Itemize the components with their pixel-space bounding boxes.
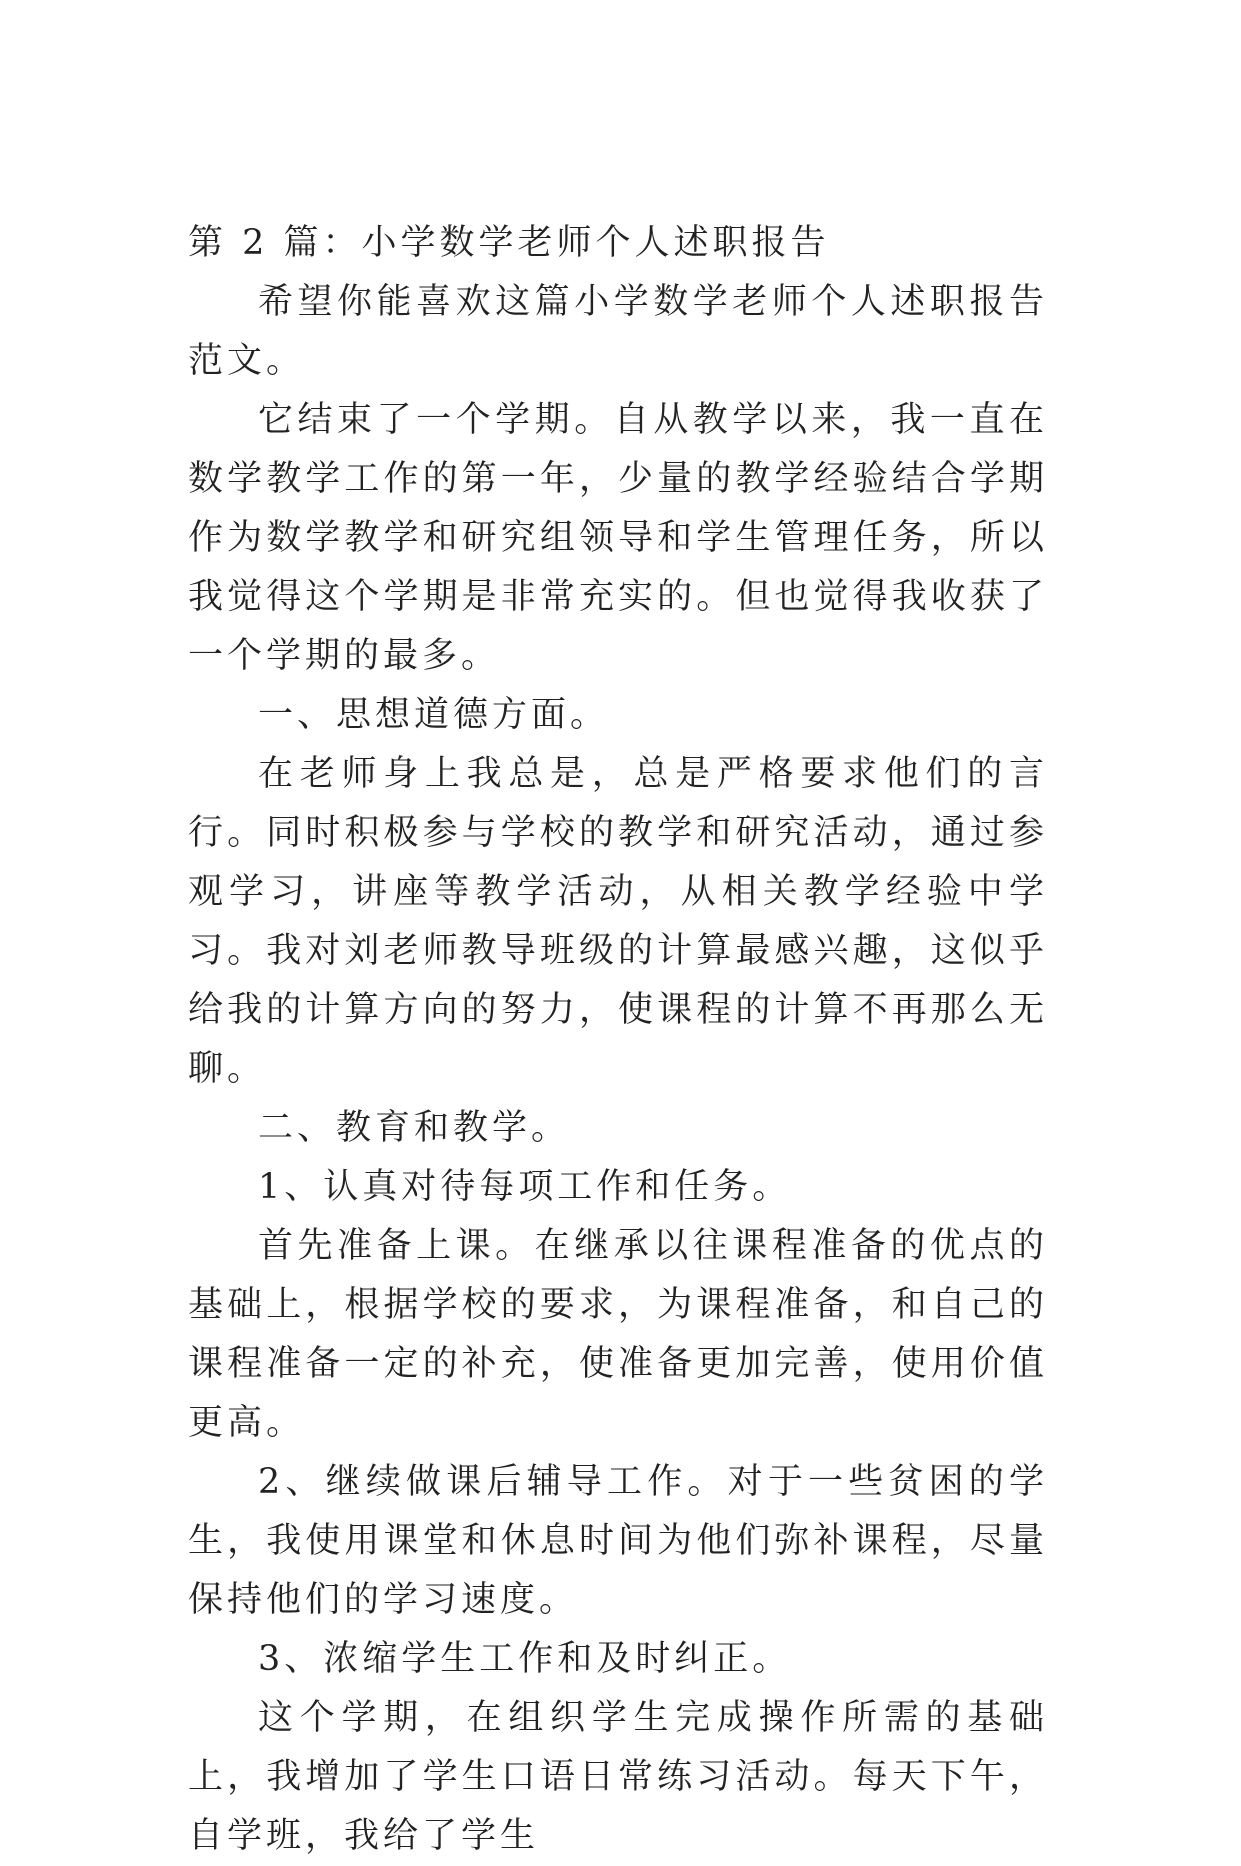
document-body: [188, 214, 1048, 1866]
paragraph: 在老师身上我总是，总是严格要求他们的言行。同时积极参与学校的教学和研究活动，通过参观学习，讲座等教学活动，从相关教学经验中学习。我对刘老师教导班级的计算最感兴趣，这似乎给我的计算方向的努力，使课程的计算不再那么无聊。: [188, 754, 1048, 1089]
section-heading: 二、教育和教学。: [258, 1108, 571, 1148]
paragraph: 2、继续做课后辅导工作。对于一些贫困的学生，我使用课堂和休息时间为他们弥补课程，尽量保持他们的学习速度。: [188, 1462, 1048, 1620]
paragraph: 首先准备上课。在继承以往课程准备的优点的基础上，根据学校的要求，为课程准备，和自己的课程准备一定的补充，使准备更加完善，使用价值更高。: [188, 1226, 1048, 1443]
section-heading: 一、思想道德方面。: [258, 695, 610, 735]
paragraph: 这个学期，在组织学生完成操作所需的基础上，我增加了学生口语日常练习活动。每天下午，自学班，我给了学生: [188, 1698, 1048, 1856]
paragraph: 希望你能喜欢这篇小学数学老师个人述职报告范文。: [188, 282, 1048, 381]
paragraph: 它结束了一个学期。自从教学以来，我一直在数学教学工作的第一年，少量的教学经验结合学期作为数学教学和研究组领导和学生管理任务，所以我觉得这个学期是非常充实的。但也觉得我收获了一个学期的最多。: [188, 400, 1048, 676]
subsection-heading: 3、浓缩学生工作和及时纠正。: [258, 1639, 792, 1679]
document-title: 第 2 篇：小学数学老师个人述职报告: [188, 223, 830, 263]
subsection-heading: 1、认真对待每项工作和任务。: [258, 1167, 792, 1207]
